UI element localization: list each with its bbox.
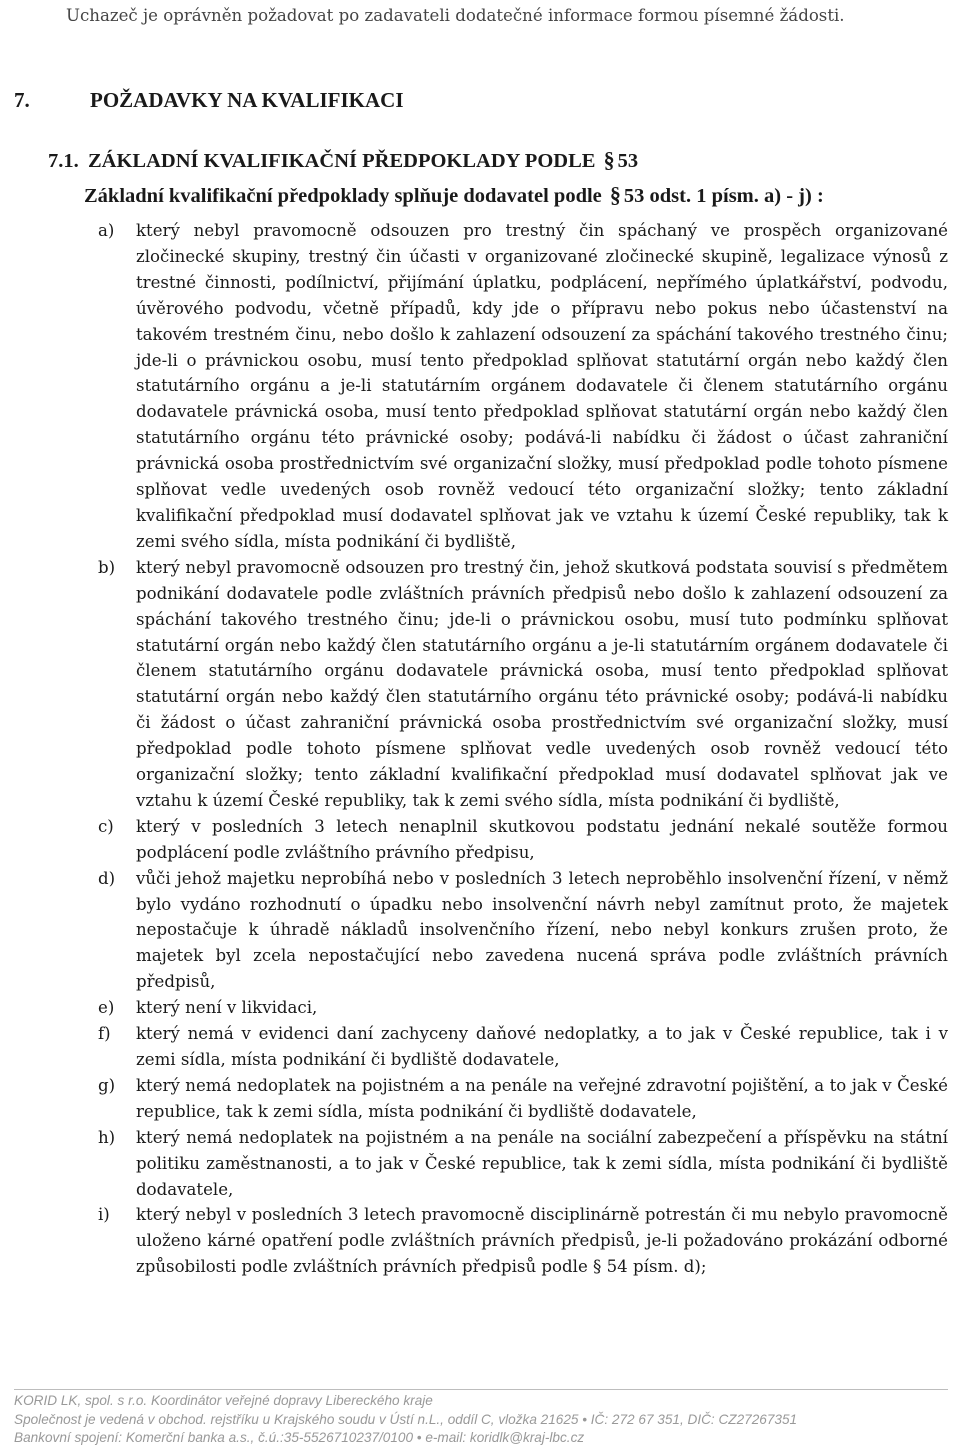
item-text: který nemá v evidenci daní zachyceny daňové nedoplatky, a to jak v České republice, tak i v zemi sídla, místa podnikání či bydliště dodavatele,	[136, 1024, 948, 1069]
subheading-reference: 53 odst. 1 písm. a) - j) :	[623, 185, 824, 207]
item-label: c)	[98, 816, 114, 836]
item-text: který nemá nedoplatek na pojistném a na penále na sociální zabezpečení a příspěvku na státní politiku zaměstnanosti, a to jak v České republice, tak k zemi sídla, místa podnikání či bydliště dodavatele,	[136, 1127, 948, 1199]
list-item	[98, 995, 948, 1021]
item-label: b)	[98, 557, 116, 577]
list-item	[98, 1073, 948, 1125]
list-item	[98, 1021, 948, 1073]
subsection-paragraph-number: 53	[617, 150, 639, 172]
item-text: který nebyl pravomocně odsouzen pro trestný čin, jehož skutková podstata souvisí s předmětem podnikání dodavatele podle zvláštních právních předpisů nebo došlo k zahlazení odsouzení za spáchání takového trestného činu; jde-li o právnickou osobu, musí tuto podmínku splňovat statutární orgán nebo každý člen statutárního orgánu a je-li statutárním orgánem dodavatele či členem statutárního orgánu dodavatele právnická osoba, musí tento předpoklad splňovat statutární orgán nebo každý člen statutárního orgánu této právnické osoby; podává-li nabídku či žádost o účast zahraniční právnická osoba prostřednictvím své organizační složky, musí předpoklad podle tohoto písmene splňovat vedle uvedených osob rovněž vedoucí této organizační složky; tento základní kvalifikační předpoklad musí dodavatel splňovat jak ve vztahu k území České republiky, tak k zemi svého sídla, místa podnikání či bydliště,	[136, 557, 948, 810]
item-label: h)	[98, 1127, 116, 1147]
list-item	[98, 1125, 948, 1203]
section-number: 7.	[14, 88, 30, 112]
requirements-list	[98, 218, 948, 1280]
list-item	[98, 866, 948, 996]
subsection-title: ZÁKLADNÍ KVALIFIKAČNÍ PŘEDPOKLADY PODLE	[88, 150, 596, 172]
item-label: a)	[98, 221, 115, 240]
item-label: g)	[98, 1075, 116, 1095]
item-label: e)	[98, 998, 115, 1018]
list-item	[98, 1202, 948, 1280]
item-text: který nemá nedoplatek na pojistném a na penále na veřejné zdravotní pojištění, a to jak v České republice, tak k zemi sídla, místa podnikání či bydliště dodavatele,	[136, 1075, 948, 1121]
item-text: vůči jehož majetku neprobíhá nebo v posledních 3 letech neproběhlo insolvenční řízení, v němž bylo vydáno rozhodnutí o úpadku nebo insolvenční návrh nebyl zamítnut proto, že majetek nepostačuje k úhradě nákladů insolvenčního řízení, nebo nebyl konkurs zrušen proto, že majetek byl zcela nepostačující nebo zavedena nucená správa podle zvláštních právních předpisů,	[136, 868, 948, 992]
subheading	[84, 182, 824, 208]
page-footer	[14, 1389, 948, 1448]
item-text: který nebyl pravomocně odsouzen pro trestný čin spáchaný ve prospěch organizované zločinecké skupiny, trestný čin účasti v organizované zločinecké skupině, legalizace výnosů z trestné činnosti, podílnictví, přijímání úplatku, podplácení, nepřímého úplatkářství, podvodu, úvěrového podvodu, včetně případů, kdy jde o přípravu nebo pokus nebo účastenství na takovém trestném činu, nebo došlo k zahlazení odsouzení za spáchání takového trestného činu; jde-li o právnickou osobu, musí tento předpoklad splňovat statutární orgán nebo každý člen statutárního orgánu a je-li statutárním orgánem dodavatele či členem statutárního orgánu dodavatele právnická osoba, musí tento předpoklad splňovat statutární orgán nebo každý člen statutárního orgánu této právnické osoby; podává-li nabídku či žádost o účast zahraniční právnická osoba prostřednictvím své organizační složky, musí předpoklad podle tohoto písmene splňovat vedle uvedených osob rovněž vedoucí této organizační složky; tento základní kvalifikační předpoklad musí dodavatel splňovat jak ve vztahu k území České republiky, tak k zemi svého sídla, místa podnikání či bydliště,	[136, 221, 948, 551]
subheading-prefix: Základní kvalifikační předpoklady splňuje dodavatel podle	[84, 185, 602, 207]
footer-bank-contact: Bankovní spojení: Komerční banka a.s., č.ú.:35-5526710237/0100 • e-mail: koridlk@kraj-lbc.cz	[14, 1430, 585, 1446]
item-label: d)	[98, 868, 116, 888]
item-text: který není v likvidaci,	[136, 998, 318, 1018]
list-item	[98, 218, 948, 555]
list-item	[98, 814, 948, 866]
section-heading	[14, 88, 404, 113]
footer-company: KORID LK, spol. s r.o. Koordinátor veřejné dopravy Libereckého kraje	[14, 1393, 433, 1408]
header-note: Uchazeč je oprávněn požadovat po zadavateli dodatečné informace formou písemné žádosti.	[66, 6, 845, 25]
section-title: POŽADAVKY NA KVALIFIKACI	[90, 88, 404, 112]
subsection-heading	[48, 147, 638, 173]
item-label: f)	[98, 1024, 111, 1044]
paragraph-sign: §	[603, 147, 615, 172]
subsection-number: 7.1.	[48, 150, 79, 172]
list-item	[98, 555, 948, 814]
item-label: i)	[98, 1205, 110, 1225]
item-text: který v posledních 3 letech nenaplnil skutkovou podstatu jednání nekalé soutěže formou podplácení podle zvláštního právního předpisu,	[136, 816, 948, 862]
footer-registration: Společnost je vedená v obchod. rejstříku u Krajského soudu v Ústí n.L., oddíl C, vložka 21625 • IČ: 272 67 351, DIČ: CZ27267351	[14, 1411, 798, 1427]
footer-divider	[14, 1389, 948, 1390]
paragraph-sign: §	[609, 182, 621, 207]
item-text: který nebyl v posledních 3 letech pravomocně disciplinárně potrestán či mu nebylo pravomocně uloženo kárné opatření podle zvláštních právních předpisů, je-li požadováno prokázání odborné způsobilosti podle zvláštních právních předpisů podle § 54 písm. d);	[136, 1205, 948, 1277]
